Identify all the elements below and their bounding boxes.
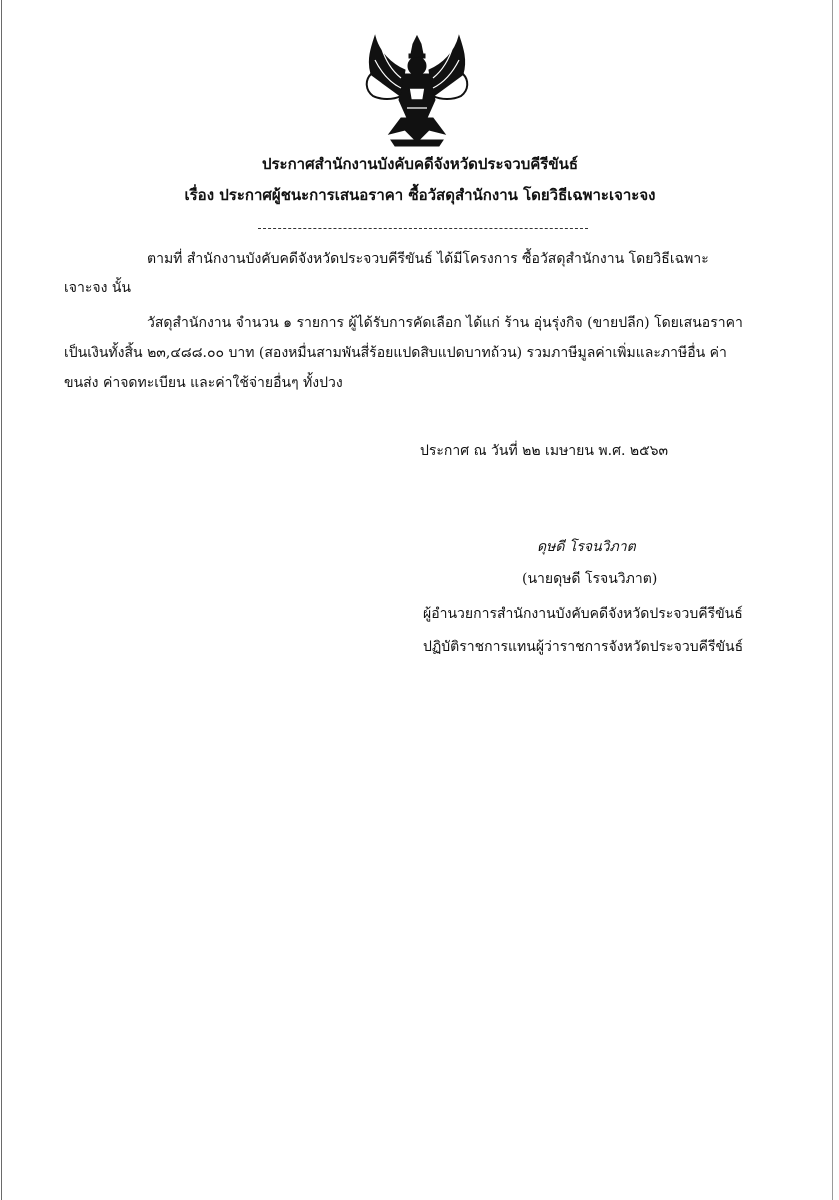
dashed-divider <box>258 228 588 229</box>
paragraph1-line1: ตามที่ สำนักงานบังคับคดีจังหวัดประจวบคีรีขันธ์ ได้มีโครงการ ซื้อวัสดุสำนักงาน โดยวิธีเฉพาะ <box>147 251 709 267</box>
announcement-date: ประกาศ ณ วันที่ ๒๒ เมษายน พ.ศ. ๒๕๖๓ <box>420 443 669 459</box>
page-edge-left <box>1 0 2 1200</box>
signature: ดุษดี โรจนวิภาต <box>537 539 636 555</box>
paragraph2-line2: เป็นเงินทั้งสิ้น ๒๓,๔๘๘.๐๐ บาท (สองหมื่นสามพันสี่ร้อยแปดสิบแปดบาทถ้วน) รวมภาษีมูลค่าเพิ่มและภาษีอื่น ค่า <box>64 345 727 361</box>
paragraph2-line3: ขนส่ง ค่าจดทะเบียน และค่าใช้จ่ายอื่นๆ ทั้งปวง <box>64 375 343 391</box>
page-edge-right <box>832 0 833 1200</box>
announcement-title: ประกาศสำนักงานบังคับคดีจังหวัดประจวบคีรีขันธ์ <box>261 155 579 173</box>
signatory-acting-position: ปฏิบัติราชการแทนผู้ว่าราชการจังหวัดประจวบคีรีขันธ์ <box>423 639 744 655</box>
signatory-position: ผู้อำนวยการสำนักงานบังคับคดีจังหวัดประจวบคีรีขันธ์ <box>423 606 743 622</box>
signatory-name: (นายดุษดี โรจนวิภาต) <box>522 571 658 587</box>
paragraph1-line2: เจาะจง นั้น <box>64 280 131 296</box>
announcement-subject: เรื่อง ประกาศผู้ชนะการเสนอราคา ซื้อวัสดุสำนักงาน โดยวิธีเฉพาะเจาะจง <box>184 186 656 204</box>
garuda-emblem-icon <box>361 30 473 148</box>
paragraph2-line1: วัสดุสำนักงาน จำนวน ๑ รายการ ผู้ได้รับการคัดเลือก ได้แก่ ร้าน อุ่นรุ่งกิจ (ขายปลีก) โดยเสนอราคา <box>147 315 743 331</box>
